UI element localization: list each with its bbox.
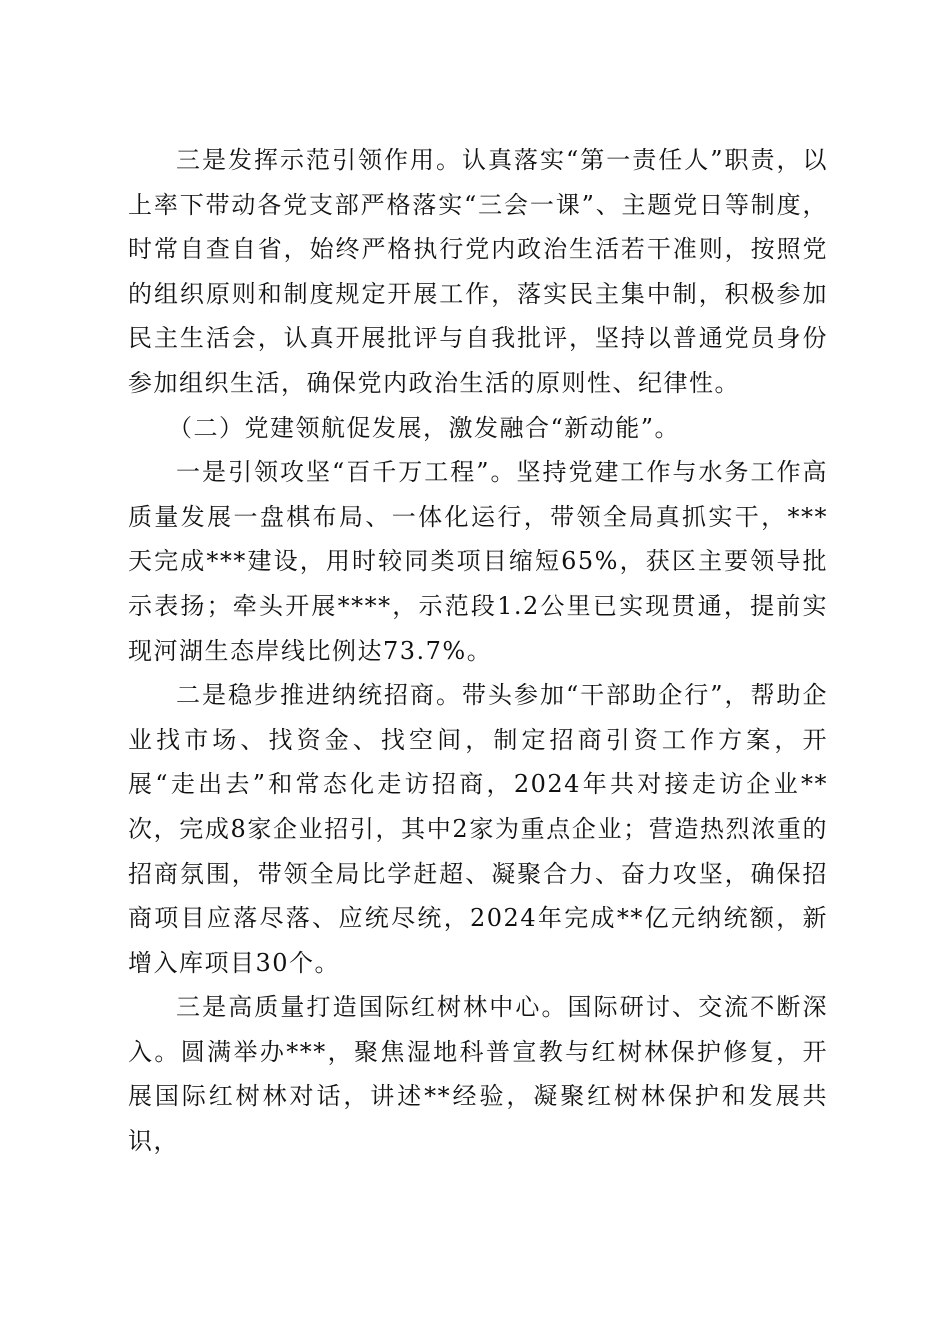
paragraph-mangrove-center: 三是高质量打造国际红树林中心。国际研讨、交流不断深入。圆满举办***，聚焦湿地科普宣教与红树林保护修复，开展国际红树林对话，讲述**经验，凝聚红树林保护和发展共识， <box>128 993 828 1156</box>
section-heading-2: （二）党建领航促发展，激发融合“新动能”。 <box>168 413 681 442</box>
paragraph-demonstration-role: 三是发挥示范引领作用。认真落实“第一责任人”职责，以上率下带动各党支部严格落实“三会一课”、主题党日等制度，时常自查自省，始终严格执行党内政治生活若干准则，按照党的组织原则和制度规定开展工作，落实民主集中制，积极参加民主生活会，认真开展批评与自我批评，坚持以普通党员身份参加组织生活，确保党内政治生活的原则性、纪律性。 <box>128 146 828 397</box>
paragraph-investment-promotion: 二是稳步推进纳统招商。带头参加“干部助企行”，帮助企业找市场、找资金、找空间，制定招商引资工作方案，开展“走出去”和常态化走访招商，2024年共对接走访企业**次，完成8家企业招引，其中2家为重点企业；营造热烈浓重的招商氛围，带领全局比学赶超、凝聚合力、奋力攻坚，确保招商项目应落尽落、应统尽统，2024年完成**亿元纳统额，新增入库项目30个。 <box>128 681 828 977</box>
document-body <box>128 138 828 1164</box>
paragraph-project-leadership: 一是引领攻坚“百千万工程”。坚持党建工作与水务工作高质量发展一盘棋布局、一体化运行，带领全局真抓实干，***天完成***建设，用时较同类项目缩短65%，获区主要领导批示表扬；牵头开展****，示范段1.2公里已实现贯通，提前实现河湖生态岸线比例达73.7%。 <box>128 458 828 665</box>
